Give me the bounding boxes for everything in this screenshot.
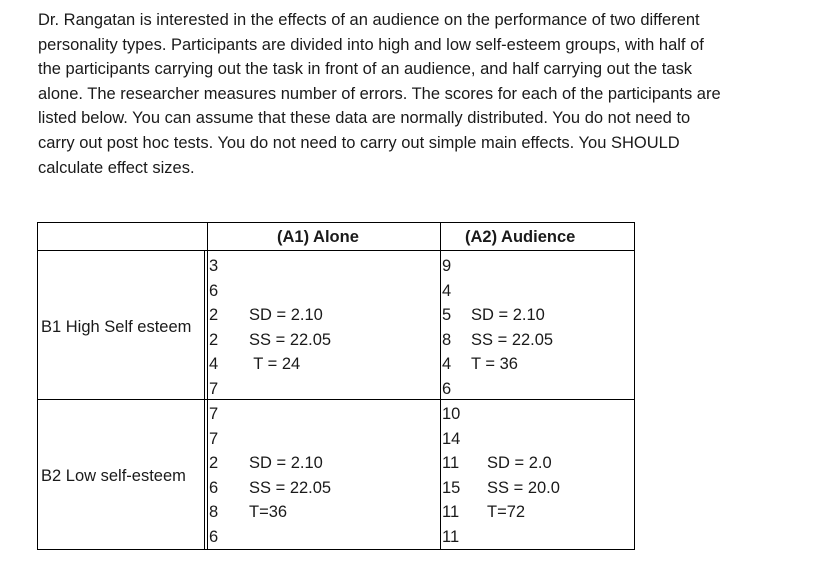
score-value: 8 [209,503,219,522]
score-value: 4 [442,281,452,300]
stat-ss: SS = 22.05 [249,330,332,349]
score-value: 11 [442,503,460,522]
score-value: 14 [442,429,461,448]
score-value: 3 [209,257,219,275]
data-table [37,222,635,550]
score-value: 8 [442,330,452,349]
stat-t: T = 24 [249,355,301,374]
table-border-header [37,250,635,251]
stats-b2-a1 [249,451,331,525]
stats-b1-a2 [471,303,553,377]
score-value: 7 [209,379,219,398]
scores-b1-a2 [442,254,451,402]
scores-b1-a1 [209,254,218,402]
score-value: 4 [209,355,219,374]
stat-sd: SD = 2.10 [249,306,323,324]
col-header-alone: (A1) Alone [277,228,359,246]
problem-line: the participants carrying out the task in front of an audience, and half carrying out the task [38,60,692,79]
score-value: 2 [209,454,219,473]
stat-ss: SS = 20.0 [487,478,560,497]
score-value: 6 [209,281,219,300]
table-border-right [634,222,635,550]
problem-line: Dr. Rangatan is interested in the effects of an audience on the performance of two different [38,11,700,29]
table-border-mid [37,399,635,400]
stat-ss: SS = 22.05 [471,330,554,349]
score-value: 11 [442,527,460,546]
stat-ss: SS = 22.05 [249,478,332,497]
score-value: 9 [442,257,452,275]
table-border-top [37,222,635,223]
table-border-left [37,222,38,550]
table-border-a1-scores [204,250,205,550]
score-value: 2 [209,330,219,349]
score-value: 5 [442,306,452,325]
stats-b1-a1 [249,303,331,377]
problem-line: calculate effect sizes. [38,158,195,177]
score-value: 6 [442,379,452,398]
scores-b2-a1 [209,402,218,550]
score-value: 6 [209,478,219,497]
table-border-a2 [440,222,441,550]
score-value: 11 [442,454,460,473]
problem-line: carry out post hoc tests. You do not need to carry out simple main effects. You SHOULD [38,133,680,152]
score-value: 15 [442,478,461,497]
scores-b2-a2 [442,402,460,550]
stat-t: T=72 [487,503,526,522]
col-header-audience: (A2) Audience [465,228,576,246]
row-label-high: B1 High Self esteem [41,318,192,336]
problem-line: listed below. You can assume that these data are normally distributed. You do not need to [38,109,691,128]
stats-b2-a2 [487,451,560,525]
score-value: 2 [209,306,219,325]
stat-sd: SD = 2.10 [471,306,545,324]
score-value: 10 [442,405,461,423]
score-value: 4 [442,355,452,374]
problem-statement [38,8,798,180]
table-border-label [207,222,208,550]
score-value: 7 [209,405,219,423]
row-label-low: B2 Low self-esteem [41,467,186,485]
score-value: 6 [209,527,219,546]
stat-t: T=36 [249,503,288,522]
problem-line: alone. The researcher measures number of errors. The scores for each of the participants are [38,84,721,103]
stat-sd: SD = 2.10 [249,454,323,472]
stat-t: T = 36 [471,355,518,374]
problem-line: personality types. Participants are divided into high and low self-esteem groups, with half of [38,35,704,54]
stat-sd: SD = 2.0 [487,454,552,472]
score-value: 7 [209,429,219,448]
table-border-bottom [37,549,635,550]
